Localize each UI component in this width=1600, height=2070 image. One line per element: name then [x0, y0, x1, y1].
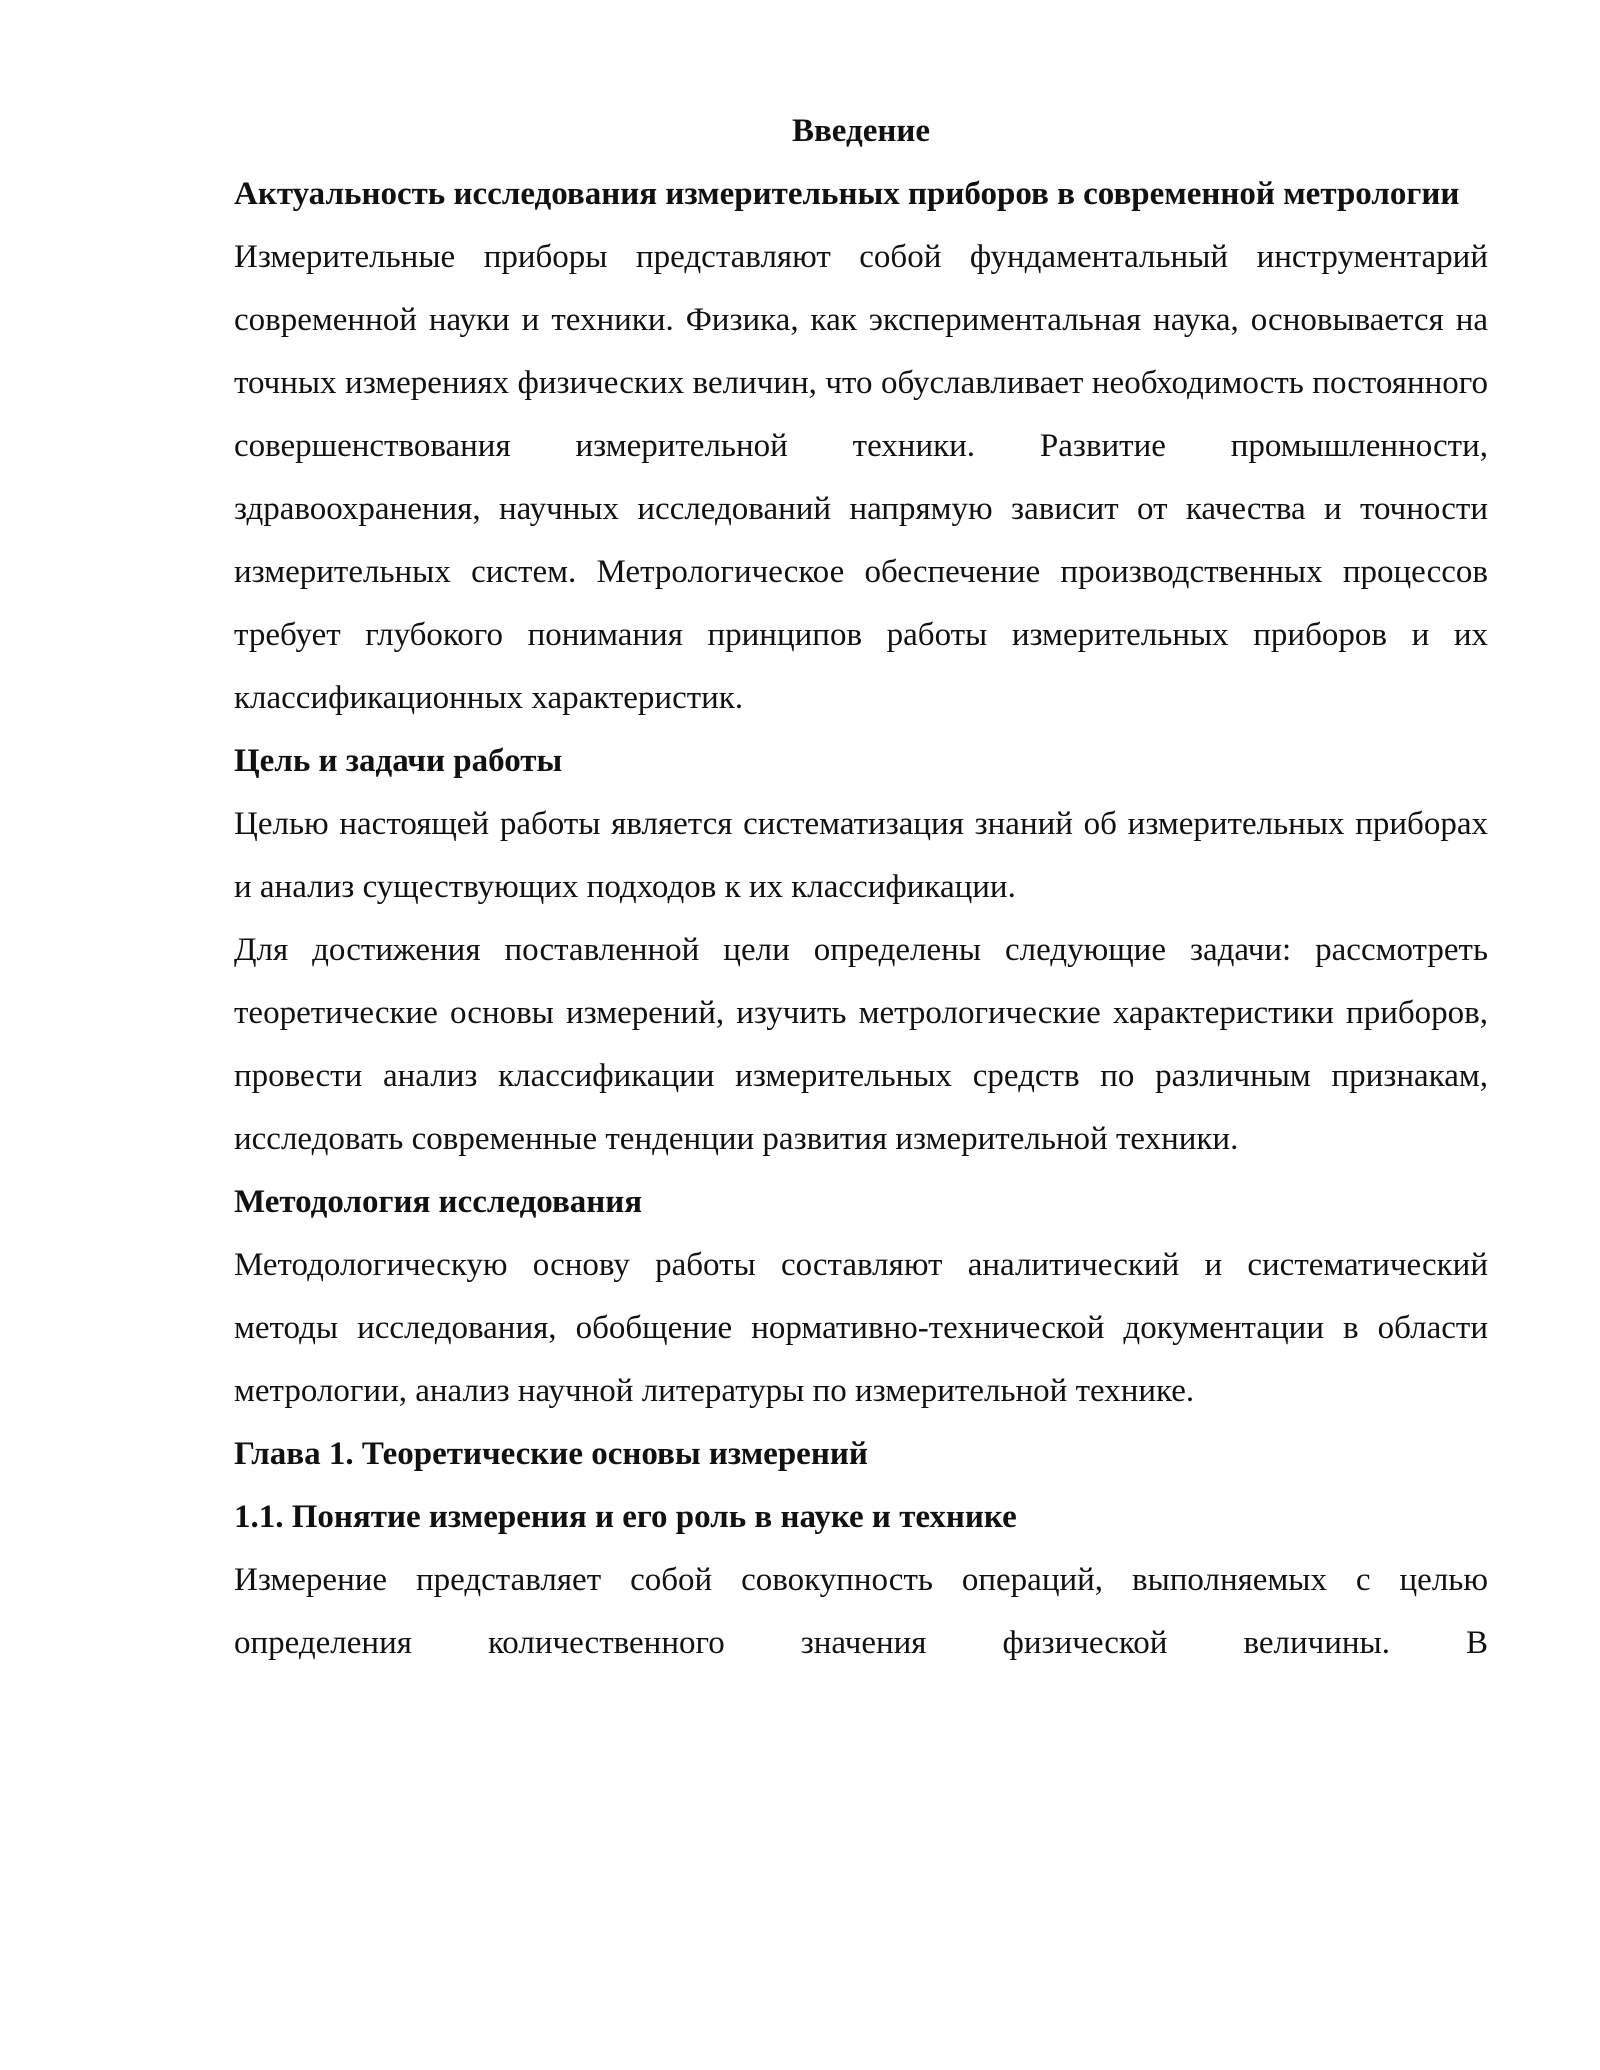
- section-paragraph-relevance: Измерительные приборы представляют собой фундаментальный инструментарий современной науки и техники. Физика, как экспериментальная наука, основывается на точных измерениях физических величин, что обуславливает необходимость постоянного совершенствования измерительной техники. Развитие промышленности, здравоохранения, научных исследований напрямую зависит от качества и точности измерительных систем. Метрологическое обеспечение производственных процессов требует глубокого понимания принципов работы измерительных приборов и их классификационных характеристик.: [234, 239, 1488, 716]
- section-paragraph-goal: Целью настоящей работы является систематизация знаний об измерительных приборах и анализ существующих подходов к их классификации.: [234, 806, 1488, 905]
- subsection-heading: 1.1. Понятие измерения и его роль в науке и технике: [234, 1499, 1017, 1535]
- section-heading-methodology: Методология исследования: [234, 1184, 643, 1220]
- document-page: [234, 100, 1488, 1675]
- document-title: Введение: [791, 113, 931, 149]
- section-paragraph-tasks: Для достижения поставленной цели определены следующие задачи: рассмотреть теоретические основы измерений, изучить метрологические характеристики приборов, провести анализ классификации измерительных средств по различным признакам, исследовать современные тенденции развития измерительной техники.: [234, 932, 1488, 1157]
- subsection-paragraph: Измерение представляет собой совокупность операций, выполняемых с целью определения количественного значения физической величины. В: [234, 1562, 1488, 1661]
- section-heading-relevance: Актуальность исследования измерительных приборов в современной метрологии: [234, 176, 1460, 212]
- chapter-heading: Глава 1. Теоретические основы измерений: [234, 1436, 868, 1472]
- section-heading-goals: Цель и задачи работы: [234, 743, 563, 779]
- section-paragraph-methodology: Методологическую основу работы составляют аналитический и систематический методы исследования, обобщение нормативно-технической документации в области метрологии, анализ научной литературы по измерительной технике.: [234, 1247, 1488, 1409]
